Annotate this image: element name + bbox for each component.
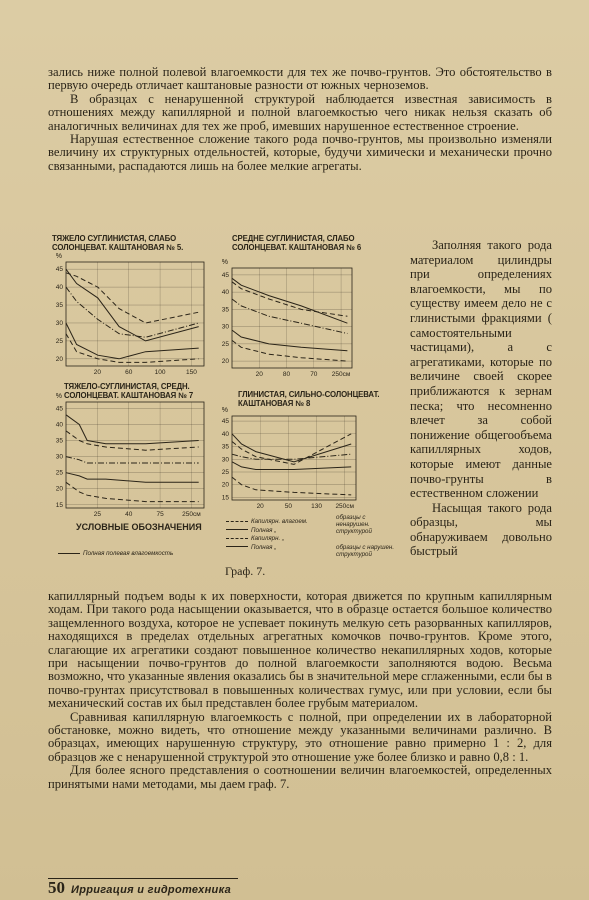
x-tick-label: 60 [125, 369, 133, 376]
y-axis-label: % [221, 407, 228, 414]
y-tick-label: 25 [221, 340, 229, 348]
y-tick-label: 40 [221, 430, 229, 438]
series-line [66, 287, 199, 337]
y-tick-label: 25 [55, 337, 63, 345]
series-line [66, 334, 199, 363]
legend-total-field [58, 550, 173, 557]
y-tick-label: 25 [221, 469, 229, 476]
x-tick-label: 20 [255, 371, 263, 378]
series-line [66, 273, 199, 323]
y-tick-label: 40 [55, 284, 63, 292]
y-tick-label: 30 [55, 453, 63, 461]
x-tick-label: 150 [186, 369, 197, 376]
chart-title: ТЯЖЕЛО-СУГЛИНИСТАЯ, СРЕДН. СОЛОНЦЕВАТ. КАШТАНОВАЯ № 7 [64, 382, 194, 400]
y-tick-label: 20 [55, 355, 63, 363]
y-tick-label: 30 [55, 319, 63, 327]
x-tick-label: 100 [154, 369, 166, 376]
chart-title: ТЯЖЕЛО СУГЛИНИСТАЯ, СЛАБО СОЛОНЦЕВАТ. КАШТАНОВАЯ № 5. [52, 234, 184, 252]
chart-svg [55, 253, 204, 376]
y-tick-label: 15 [55, 501, 63, 509]
y-axis-label: % [221, 259, 228, 266]
bottom-text [48, 590, 552, 791]
journal-name: Ирригация и гидротехника [71, 884, 231, 896]
x-tick-label: 130 [311, 503, 322, 510]
y-tick-label: 20 [221, 358, 229, 366]
series-line [232, 282, 347, 317]
legend-title: УСЛОВНЫЕ ОБОЗНАЧЕНИЯ [76, 522, 202, 532]
chart-panel-7 [55, 393, 204, 518]
top-text [48, 66, 552, 173]
y-tick-label: 45 [221, 271, 229, 279]
y-tick-label: 40 [55, 421, 63, 429]
paragraph: Для более ясного представления о соотношении величин влагоемкостей, определенных принятыми нами методами, мы даем граф. 7. [48, 763, 552, 791]
y-axis-label: % [55, 253, 62, 260]
legend-label: Полная [251, 526, 273, 534]
chart-svg [221, 407, 356, 510]
x-tick-label: 250см [331, 371, 351, 378]
series-line [232, 434, 351, 462]
y-tick-label: 35 [221, 443, 229, 451]
series-line [232, 340, 347, 361]
legend-series [226, 518, 308, 552]
series-line [232, 454, 351, 459]
series-line [66, 473, 199, 483]
chart-frame [66, 402, 204, 508]
y-tick-label: 35 [55, 437, 63, 445]
x-tick-label: 50 [284, 503, 292, 510]
legend-group-1: образцы с ненарушен. структурой [336, 514, 372, 536]
legend-label: Капилярн. влагоем. [251, 518, 308, 525]
y-tick-label: 45 [55, 405, 63, 413]
paragraph: Заполняя такого рода материалом цилиндры при определениях влагоемкости, мы по существу имеем дело не с глинистыми фракциями ( самостоятельными частицами), а с агрегатиками, которые по величине своей скорее приближаются к зернам песка; что несомненно влечет за собой понижение общегообъема капиллярных ходов, которые имеют данные почво-грунты в естественном сложении [410, 238, 552, 501]
y-axis-label: % [55, 393, 62, 400]
paragraph: Насыщая такого рода образцы, мы обнаруживаем довольно быстрый [410, 500, 552, 559]
chart-svg [55, 393, 204, 518]
chart-svg [221, 259, 352, 378]
x-tick-label: 20 [256, 503, 264, 510]
y-tick-label: 30 [221, 456, 229, 464]
y-tick-label: 20 [221, 481, 229, 489]
series-line [232, 330, 347, 351]
figure-caption: Граф. 7. [225, 564, 266, 578]
y-tick-label: 35 [55, 302, 63, 310]
series-line [66, 482, 199, 501]
legend-ditto: „ [274, 526, 277, 534]
side-text [410, 238, 552, 559]
x-tick-label: 40 [125, 511, 133, 518]
paragraph: Сравнивая капиллярную влагоемкость с полной, при определении их в лабораторной обстановке, можно видеть, что отношение между указанными величинами различно. В образцах, имеющих нарушенную структуру, это отношение равно примерно 1 : 2, для образцов же с ненарушенной структурой это отношение уже более близко и равно 0,8 : 1. [48, 709, 552, 764]
series-line [232, 462, 351, 470]
page-number: 50 [48, 878, 65, 897]
series-line [66, 457, 199, 463]
chart-panel-6 [221, 259, 352, 378]
series-line [66, 415, 199, 444]
legend-label: Полная полевая влагоемкость [83, 550, 174, 557]
chart-panel-5 [55, 253, 204, 376]
y-tick-label: 40 [221, 289, 229, 297]
paragraph: Нарушая естественное сложение такого рода почво-грунтов, мы произвольно изменяли величину их структурных отдельностей, которые, будучи химически и механически прочно связанными, распадаются лишь на более мелкие агрегаты. [48, 132, 552, 173]
chart-title: СРЕДНЕ СУГЛИНИСТАЯ, СЛАБО СОЛОНЦЕВАТ. КАШТАНОВАЯ № 6 [232, 234, 362, 252]
chart-frame [66, 262, 204, 366]
x-tick-label: 250см [182, 511, 201, 518]
y-tick-label: 20 [55, 485, 63, 493]
paragraph: В образцах с ненарушенной структурой наблюдается известная зависимость в отношениях между капиллярной и полной влагоемкостью чего никак нельзя сказать об аналогичных величинах для тех же проб, имевших нарушенное естественное строение. [48, 91, 552, 133]
legend-label: Полная [251, 543, 273, 551]
chart-panel-8 [221, 407, 356, 510]
y-tick-label: 45 [221, 418, 229, 426]
x-tick-label: 70 [310, 371, 318, 378]
x-tick-label: 75 [156, 511, 164, 518]
x-tick-label: 20 [93, 369, 101, 376]
paragraph: капиллярный подъем воды к их поверхности, которая движется по крупным капиллярным ходам. При такого рода насыщении оказывается, что в образце остается большое количество защемленного воздуха, которое не успевает покинуть мелкую сеть разорванных капилляров, находящихся в пределах отдельных агрегатных комочков почво-грунтов. Кроме этого, слагающие их агрегатики создают повышенное количество некапиллярных ходов, которые при насыщении почво-грунтов до полной влагоемкости заполняются водою. Весьма возможно, что указанные явления оказались бы в значительной мере сглаженными, если бы в почво-грунтах присутствовал в повышенных количествах гумус, или при условии, если бы механический состав их был представлен более грубым материалом. [48, 589, 552, 711]
x-tick-label: 80 [282, 371, 291, 378]
y-tick-label: 30 [221, 323, 229, 331]
page-footer [48, 878, 231, 898]
x-tick-label: 25 [93, 511, 101, 518]
paragraph: зались ниже полной полевой влагоемкости для тех же почво-грунтов. Это обстоятельство в первую очередь отличает каштановые разности от южных черноземов. [48, 65, 552, 93]
chart-title: ГЛИНИСТАЯ, СИЛЬНО-СОЛОНЦЕВАТ. КАШТАНОВАЯ № 8 [238, 390, 380, 408]
y-tick-label: 15 [221, 494, 229, 502]
y-tick-label: 25 [55, 469, 63, 477]
series-line [232, 477, 351, 495]
legend-label: Капилярн. [251, 535, 281, 542]
legend-group-2: образцы с нарушен. структурой [336, 544, 395, 559]
x-tick-label: 250см [335, 503, 355, 510]
y-tick-label: 45 [55, 266, 63, 274]
legend-ditto: „ [281, 535, 285, 542]
y-tick-label: 35 [221, 306, 229, 314]
legend-ditto: „ [274, 543, 277, 551]
series-line [232, 278, 347, 323]
figure-graph-7 [46, 232, 408, 582]
